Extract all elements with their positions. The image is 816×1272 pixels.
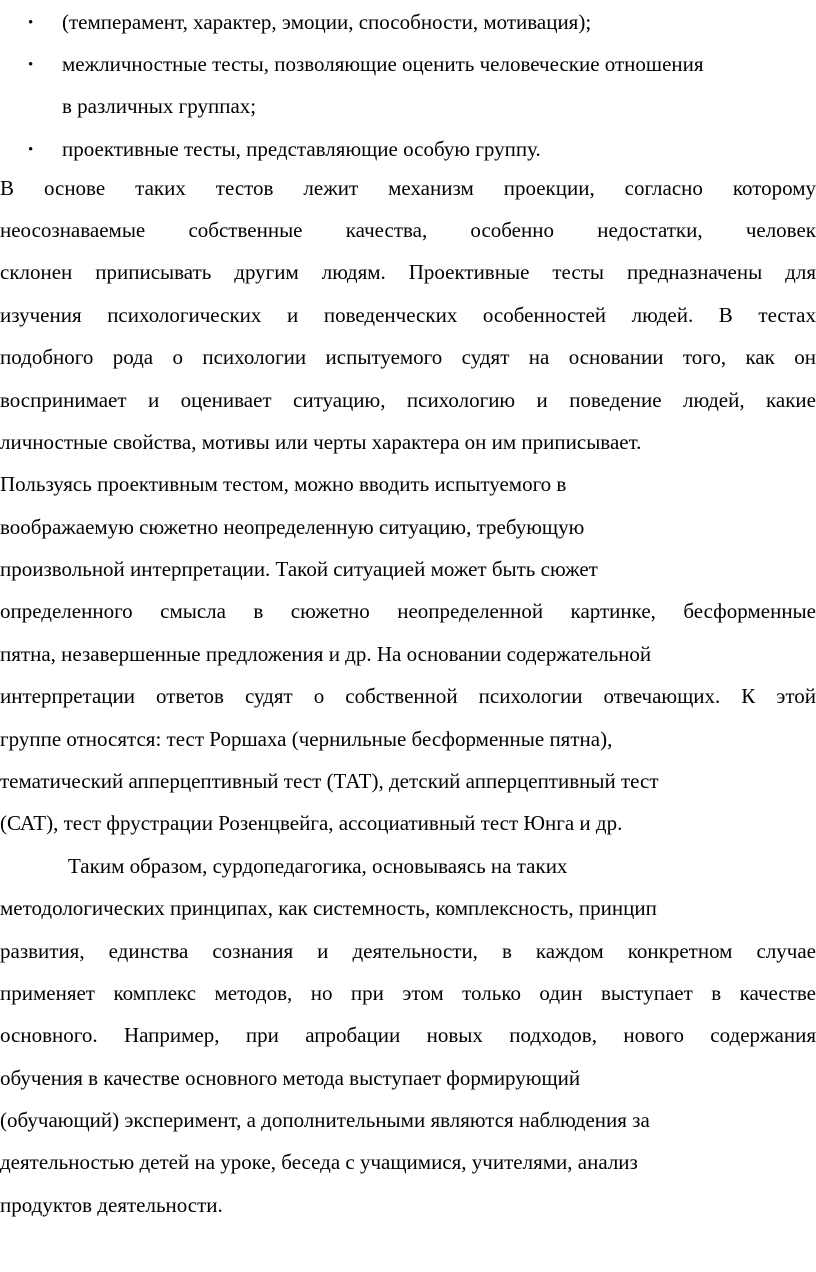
text-line: продуктов деятельности. [0, 1193, 223, 1217]
text-line: личностные свойства, мотивы или черты характера он им приписывает. [0, 430, 642, 454]
text-line: основного. Например, при апробации новых подходов, нового содержания [0, 1023, 816, 1047]
text-line: применяет комплекс методов, но при этом только один выступает в качестве [0, 981, 816, 1005]
text-line: (САТ), тест фрустрации Розенцвейга, ассоциативный тест Юнга и др. [0, 811, 623, 835]
text-line: определенного смысла в сюжетно неопределенной картинке, бесформенные [0, 599, 816, 623]
list-item [28, 43, 704, 85]
text-line: методологических принципах, как системность, комплексность, принцип [0, 896, 657, 920]
text-line: воображаемую сюжетно неопределенную ситуацию, требующую [0, 515, 585, 539]
text-line: склонен приписывать другим людям. Проективные тесты предназначены для [0, 260, 816, 284]
text-line: В основе таких тестов лежит механизм проекции, согласно которому [0, 176, 816, 200]
bullet-icon: • [28, 57, 34, 73]
text-line: Таким образом, сурдопедагогика, основываясь на таких [68, 854, 568, 878]
text-line: изучения психологических и поведенческих особенностей людей. В тестах [0, 303, 816, 327]
text-line: тематический апперцептивный тест (ТАТ), детский апперцептивный тест [0, 769, 659, 793]
list-item-continuation: в различных группах; [62, 94, 257, 118]
text-line: деятельностью детей на уроке, беседа с учащимися, учителями, анализ [0, 1150, 638, 1174]
text-line: подобного рода о психологии испытуемого судят на основании того, как он [0, 345, 816, 369]
text-line: группе относятся: тест Роршаха (чернильные бесформенные пятна), [0, 727, 613, 751]
text-line: (обучающий) эксперимент, а дополнительными являются наблюдения за [0, 1108, 650, 1132]
text-line: пятна, незавершенные предложения и др. На основании содержательной [0, 642, 652, 666]
bullet-icon: • [28, 15, 34, 31]
list-item-text: (темперамент, характер, эмоции, способности, мотивация); [62, 10, 592, 34]
text-line: Пользуясь проективным тестом, можно вводить испытуемого в [0, 472, 567, 496]
text-line: обучения в качестве основного метода выступает формирующий [0, 1066, 581, 1090]
text-line: развития, единства сознания и деятельности, в каждом конкретном случае [0, 939, 816, 963]
text-line: произвольной интерпретации. Такой ситуацией может быть сюжет [0, 557, 598, 581]
text-line: воспринимает и оценивает ситуацию, психологию и поведение людей, какие [0, 388, 816, 412]
list-item [28, 1, 591, 43]
text-line: интерпретации ответов судят о собственной психологии отвечающих. К этой [0, 684, 816, 708]
list-item-text: проективные тесты, представляющие особую группу. [62, 137, 541, 161]
bullet-icon: • [28, 142, 34, 158]
list-item [28, 128, 541, 170]
text-line: неосознаваемые собственные качества, особенно недостатки, человек [0, 218, 816, 242]
list-item-text: межличностные тесты, позволяющие оценить человеческие отношения [62, 52, 704, 76]
